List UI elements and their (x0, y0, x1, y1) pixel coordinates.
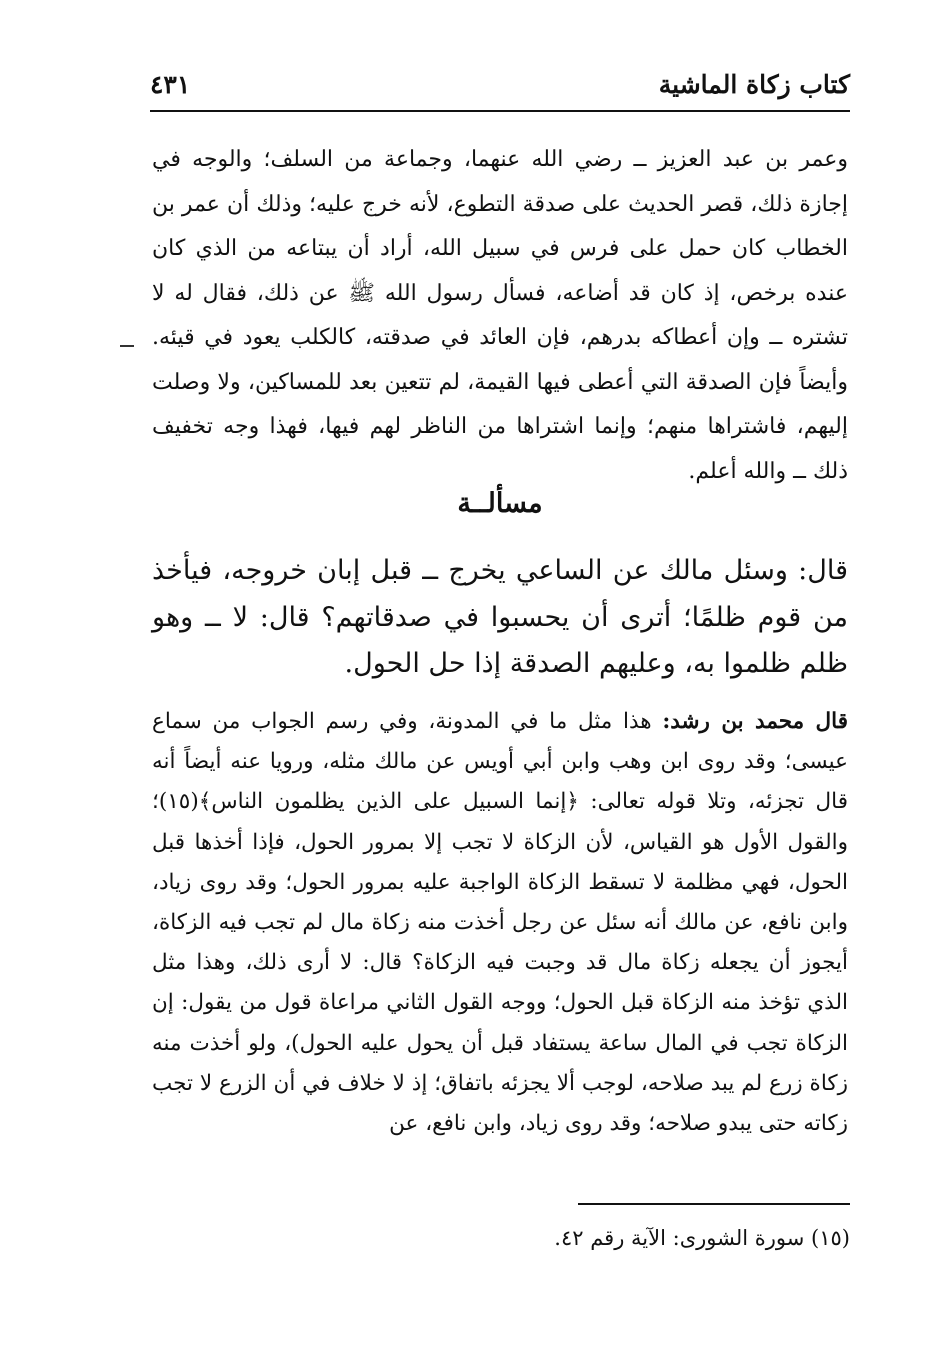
page-number: ٤٣١ (150, 69, 191, 99)
header-title: كتاب زكاة الماشية (658, 69, 850, 99)
paragraph-3-lead: قال محمد بن رشد: (662, 709, 849, 734)
paragraph-3 (152, 702, 848, 1144)
paragraph-3-text: هذا مثل ما في المدونة، وفي رسم الجواب من سماع عيسى؛ وقد روى ابن وهب وابن أبي أويس عن مالك مثله، ورويا عنه أيضاً أنه قال تجزئه، وتلا قوله تعالى: ﴿إنما السبيل على الذين يظلمون الناس﴾(١٥)؛ والقول الأول هو القياس، لأن الزكاة لا تجب إلا بمرور الحول، فإذا أخذها قبل الحول، فهي مظلمة لا تسقط الزكاة الواجبة عليه بمرور الحول؛ وقد روى زياد، وابن نافع، عن مالك أنه سئل عن رجل أخذت منه زكاة مال لم تجب فيه الزكاة، أيجوز أن يجعله زكاة مال قد وجبت فيه الزكاة؟ قال: لا أرى ذلك، وهذا مثل الذي تؤخذ منه الزكاة قبل الحول؛ ووجه القول الثاني مراعاة قول من يقول: إن الزكاة تجب في المال ساعة يستفاد قبل أن يحول عليه الحول)، ولو أخذت منه زكاة زرع لم يبد صلاحه، لوجب ألا يجزئه باتفاق؛ إذ لا خلاف في أن الزرع لا تجب زكاته حتى يبدو صلاحه؛ وقد روى زياد، وابن نافع، عن (152, 709, 848, 1137)
margin-mark (120, 345, 134, 347)
footnote: (١٥) سورة الشورى: الآية رقم ٤٢. (554, 1226, 850, 1250)
footnote-rule (578, 1203, 850, 1205)
paragraph-1: وعمر بن عبد العزيز ــ رضي الله عنهما، وجماعة من السلف؛ والوجه في إجازة ذلك، قصر الحديث على صدقة التطوع، لأنه خرج عليه؛ وذلك أن عمر بن الخطاب كان حمل على فرس في سبيل الله، أراد أن يبتاعه من الذي كان عنده برخص، إذ كان قد أضاعه، فسأل رسول الله ﷺ عن ذلك، فقال له لا تشتره ــ وإن أعطاكه بدرهم، فإن العائد في صدقته، كالكلب يعود في قيئه. وأيضاً فإن الصدقة التي أعطى فيها القيمة، لم تتعين بعد للمساكين، ولا وصلت إليهم، فاشتراها منهم؛ وإنما اشتراها من الناظر لهم فيها، فهذا وجه تخفيف ذلك ــ والله أعلم. (152, 147, 848, 484)
header-rule (150, 110, 850, 112)
paragraph-2: قال: وسئل مالك عن الساعي يخرج ــ قبل إبان خروجه، فيأخذ من قوم ظلمًا؛ أترى أن يحسبوا في صدقاتهم؟ قال: لا ــ وهو ظلم ظلموا به، وعليهم الصدقة إذا حل الحول. (152, 555, 848, 679)
section-heading: مسألــة (457, 488, 543, 519)
running-header (150, 64, 850, 104)
